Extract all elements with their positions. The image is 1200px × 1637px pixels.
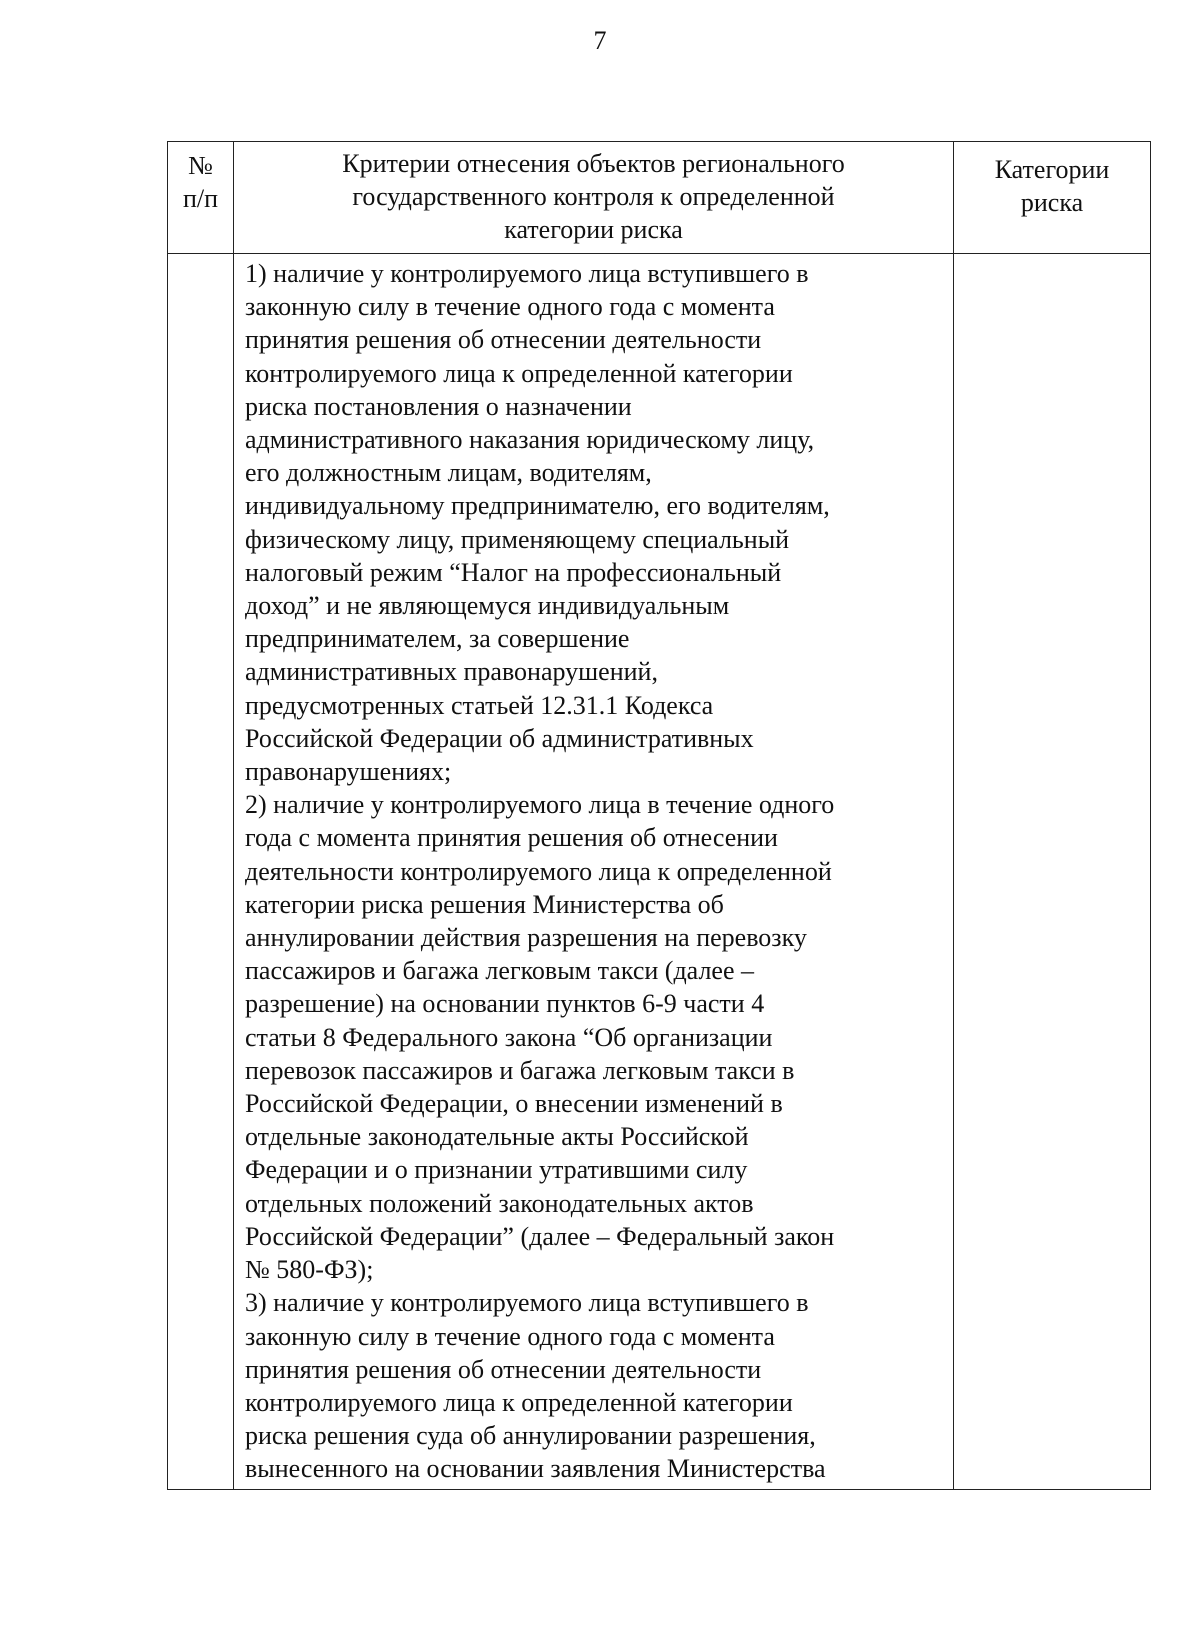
header-criteria-line: Критерии отнесения объектов регионального (342, 149, 845, 178)
criteria-text-line: принятия решения об отнесении деятельности (245, 325, 762, 355)
row-number-cell (168, 254, 234, 1490)
criteria-text-line: пассажиров и багажа легковым такси (далее – (245, 956, 754, 986)
criteria-text-line: риска постановления о назначении (245, 391, 632, 421)
criteria-text-line: налоговый режим “Налог на профессиональный (245, 557, 782, 587)
criteria-text-line: риска решения суда об аннулировании разрешения, (245, 1421, 816, 1451)
header-category-line: риска (1020, 188, 1084, 217)
header-number-line: № (188, 151, 213, 180)
criteria-text-line: № 580-ФЗ); (245, 1255, 374, 1285)
table-row (168, 254, 1151, 1490)
criteria-text-line: физическому лицу, применяющему специальный (245, 524, 790, 554)
criteria-text-line: вынесенного на основании заявления Министерства (245, 1454, 826, 1484)
criteria-text-line: статьи 8 Федерального закона “Об организации (245, 1022, 773, 1052)
criteria-text-line: контролируемого лица к определенной категории (245, 358, 793, 388)
criteria-text-line: предпринимателем, за совершение (245, 624, 630, 654)
criteria-text-line: предусмотренных статьей 12.31.1 Кодекса (245, 690, 714, 720)
header-number-line: п/п (182, 184, 219, 213)
criteria-text-line: законную силу в течение одного года с момента (245, 1321, 775, 1351)
criteria-text-line: доход” и не являющемуся индивидуальным (245, 591, 730, 621)
criteria-text-line: разрешение) на основании пунктов 6-9 части 4 (245, 989, 765, 1019)
criteria-text-line: административных правонарушений, (245, 657, 658, 687)
criteria-text-line: аннулировании действия разрешения на перевозку (245, 923, 807, 953)
criteria-text-line: принятия решения об отнесении деятельности (245, 1354, 762, 1384)
header-criteria-cell (234, 142, 954, 254)
criteria-text-line: Российской Федерации, о внесении изменений в (245, 1089, 783, 1119)
row-category-cell (954, 254, 1151, 1490)
criteria-text-line: отдельных положений законодательных актов (245, 1188, 754, 1218)
table-header-row (168, 142, 1151, 254)
criteria-text-line: перевозок пассажиров и багажа легковым такси в (245, 1055, 795, 1085)
criteria-text-line: категории риска решения Министерства об (245, 889, 724, 919)
criteria-table (167, 141, 1151, 1490)
criteria-text-line: 1) наличие у контролируемого лица вступившего в (245, 259, 809, 288)
criteria-text-line: Российской Федерации” (далее – Федеральный закон (245, 1221, 835, 1251)
criteria-text-line: 2) наличие у контролируемого лица в течение одного (245, 790, 835, 820)
page-number: 7 (593, 26, 607, 55)
criteria-text-line: административного наказания юридическому лицу, (245, 425, 815, 455)
criteria-text-line: года с момента принятия решения об отнесении (245, 823, 778, 853)
criteria-text-line: контролируемого лица к определенной категории (245, 1387, 793, 1417)
criteria-text-line: 3) наличие у контролируемого лица вступившего в (245, 1288, 809, 1318)
header-category-cell (954, 142, 1151, 254)
criteria-text-line: его должностным лицам, водителям, (245, 458, 652, 488)
criteria-text-line: деятельности контролируемого лица к определенной (245, 856, 832, 886)
header-criteria-line: государственного контроля к определенной (352, 182, 835, 211)
criteria-text-line: правонарушениях; (245, 757, 452, 787)
criteria-text-line: Федерации и о признании утратившими силу (245, 1155, 748, 1185)
criteria-text-line: индивидуальному предпринимателю, его водителям, (245, 491, 830, 521)
criteria-text-line: отдельные законодательные акты Российской (245, 1122, 749, 1152)
header-category-line: Категории (994, 155, 1110, 184)
criteria-text-line: законную силу в течение одного года с момента (245, 292, 775, 322)
header-criteria-line: категории риска (504, 215, 683, 244)
criteria-text-line: Российской Федерации об административных (245, 723, 754, 753)
header-number-cell (168, 142, 234, 254)
row-criteria-cell (234, 254, 954, 1490)
